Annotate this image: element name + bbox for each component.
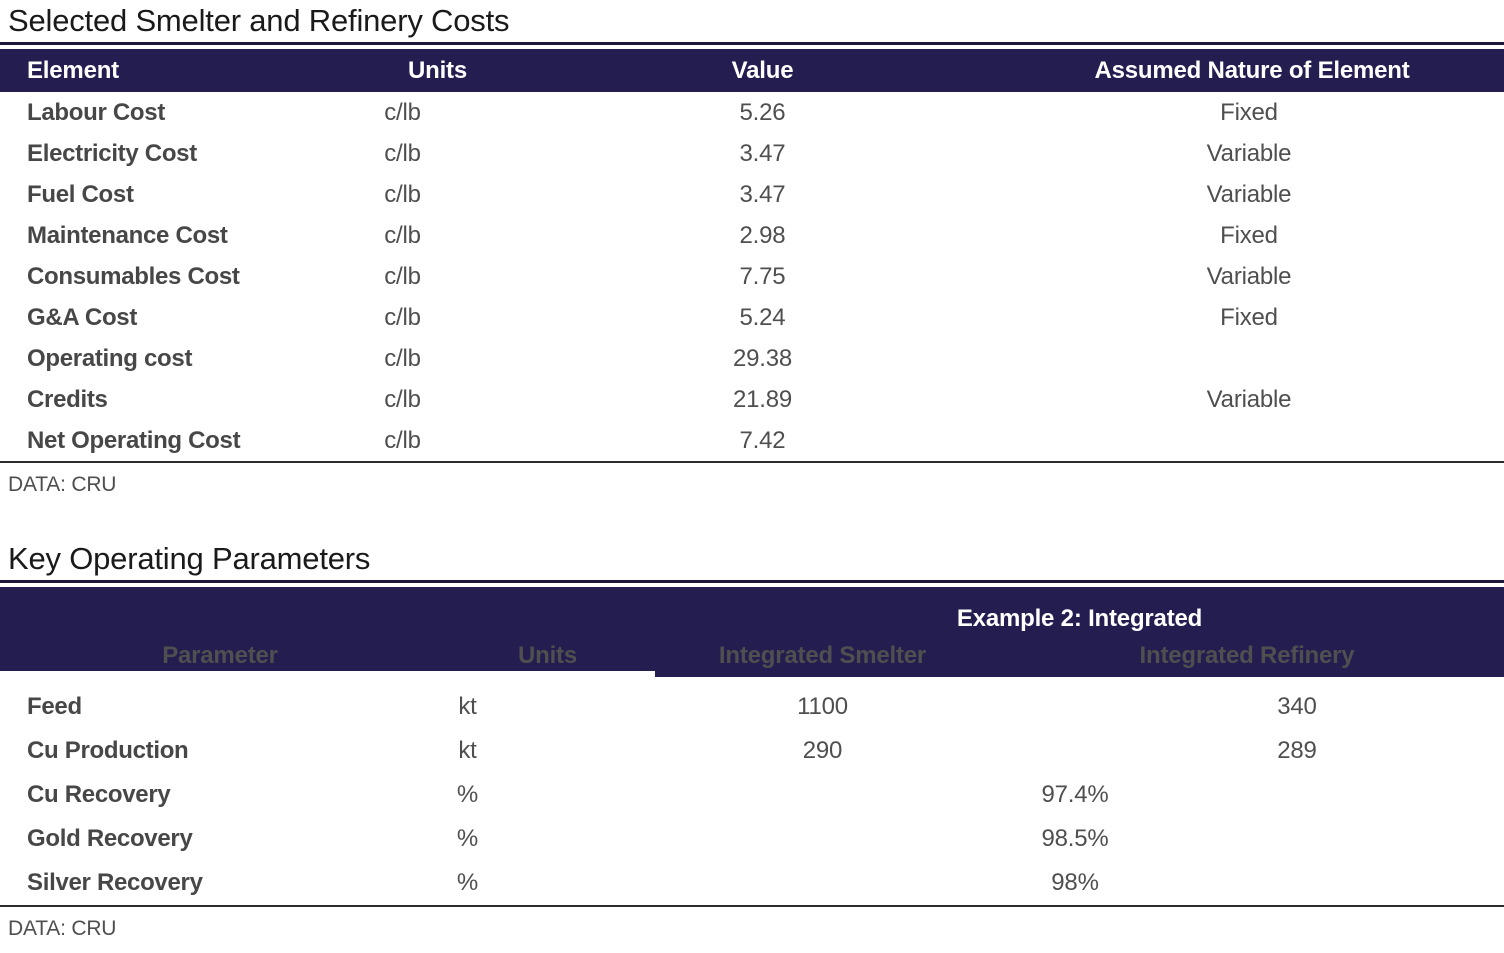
- units-cell: kt: [458, 693, 477, 720]
- parameter-table-row: [0, 729, 1504, 773]
- cost-table-row: [0, 133, 1504, 174]
- parameter-cell: Silver Recovery: [27, 869, 203, 896]
- cost-table-row: [0, 92, 1504, 133]
- units-cell: kt: [458, 737, 477, 764]
- parameter-cell: Gold Recovery: [27, 825, 193, 852]
- table-bottom-rule: [0, 905, 1504, 907]
- operating-parameters-section: [0, 538, 1504, 942]
- cost-table-row: [0, 174, 1504, 215]
- units-cell: c/lb: [384, 180, 421, 208]
- value-cell: 7.42: [739, 426, 786, 454]
- column-header-element: Element: [27, 56, 119, 84]
- column-header-units: Units: [517, 642, 577, 669]
- column-header-units: Units: [407, 56, 467, 84]
- title-divider: [0, 580, 1504, 583]
- nature-cell: Fixed: [1220, 303, 1278, 331]
- combined-value-cell: 98%: [1051, 869, 1099, 896]
- group-header-example2-integrated: Example 2: Integrated: [956, 605, 1203, 632]
- nature-cell: Variable: [1206, 385, 1292, 413]
- smelter-costs-body: [0, 92, 1504, 461]
- cost-table-row: [0, 420, 1504, 461]
- units-cell: c/lb: [384, 98, 421, 126]
- parameter-cell: Cu Recovery: [27, 781, 171, 808]
- units-cell: c/lb: [384, 221, 421, 249]
- element-cell: Net Operating Cost: [27, 426, 241, 454]
- combined-value-cell: 98.5%: [1041, 825, 1109, 852]
- cost-table-row: [0, 338, 1504, 379]
- units-cell: c/lb: [384, 426, 421, 454]
- parameter-table-row: [0, 685, 1504, 729]
- column-header-nature: Assumed Nature of Element: [1094, 56, 1410, 84]
- integrated-smelter-cell: 1100: [797, 693, 848, 720]
- integrated-refinery-cell: 340: [1277, 693, 1317, 720]
- table-bottom-rule: [0, 461, 1504, 463]
- group-header-row: [0, 587, 1504, 635]
- value-cell: 2.98: [739, 221, 786, 249]
- units-cell: %: [456, 869, 479, 896]
- parameter-cell: Feed: [27, 693, 82, 720]
- operating-parameters-body: [0, 685, 1504, 905]
- parameter-table-row: [0, 861, 1504, 905]
- element-cell: Labour Cost: [27, 98, 166, 126]
- parameter-table-row: [0, 817, 1504, 861]
- units-cell: c/lb: [384, 385, 421, 413]
- nature-cell: Fixed: [1220, 221, 1278, 249]
- element-cell: G&A Cost: [27, 303, 138, 331]
- cost-table-row: [0, 215, 1504, 256]
- title-divider: [0, 42, 1504, 45]
- value-cell: 7.75: [739, 262, 786, 290]
- nature-cell: Variable: [1206, 139, 1292, 167]
- units-cell: %: [456, 781, 479, 808]
- integrated-smelter-cell: 290: [802, 737, 843, 764]
- column-header-integrated-smelter: Integrated Smelter: [718, 642, 927, 669]
- smelter-costs-title: Selected Smelter and Refinery Costs: [8, 3, 510, 38]
- value-cell: 21.89: [732, 385, 793, 413]
- nature-cell: Fixed: [1220, 98, 1278, 126]
- value-cell: 3.47: [739, 139, 786, 167]
- element-cell: Fuel Cost: [27, 180, 134, 208]
- nature-cell: Variable: [1206, 262, 1292, 290]
- column-header-row: [0, 635, 1504, 677]
- units-cell: c/lb: [384, 139, 421, 167]
- cost-table-row: [0, 297, 1504, 338]
- element-cell: Credits: [27, 385, 108, 413]
- cost-table-row: [0, 256, 1504, 297]
- units-cell: c/lb: [384, 303, 421, 331]
- value-cell: 3.47: [739, 180, 786, 208]
- integrated-refinery-cell: 289: [1277, 737, 1317, 764]
- combined-value-cell: 97.4%: [1041, 781, 1109, 808]
- element-cell: Operating cost: [27, 344, 193, 372]
- parameter-table-row: [0, 773, 1504, 817]
- units-cell: c/lb: [384, 344, 421, 372]
- data-source-label: DATA: CRU: [8, 473, 117, 496]
- column-header-parameter: Parameter: [162, 642, 278, 669]
- nature-cell: Variable: [1206, 180, 1292, 208]
- operating-parameters-title: Key Operating Parameters: [8, 541, 371, 576]
- value-cell: 5.24: [739, 303, 786, 331]
- value-cell: 29.38: [732, 344, 793, 372]
- value-cell: 5.26: [739, 98, 786, 126]
- element-cell: Electricity Cost: [27, 139, 197, 167]
- cost-table-row: [0, 379, 1504, 420]
- element-cell: Maintenance Cost: [27, 221, 228, 249]
- column-header-integrated-refinery: Integrated Refinery: [1139, 642, 1355, 669]
- column-header-value: Value: [731, 56, 794, 84]
- smelter-costs-header-row: [0, 49, 1504, 92]
- element-cell: Consumables Cost: [27, 262, 240, 290]
- units-cell: %: [456, 825, 479, 852]
- data-source-label: DATA: CRU: [8, 917, 117, 940]
- parameter-cell: Cu Production: [27, 737, 189, 764]
- units-cell: c/lb: [384, 262, 421, 290]
- operating-parameters-header: [0, 587, 1504, 677]
